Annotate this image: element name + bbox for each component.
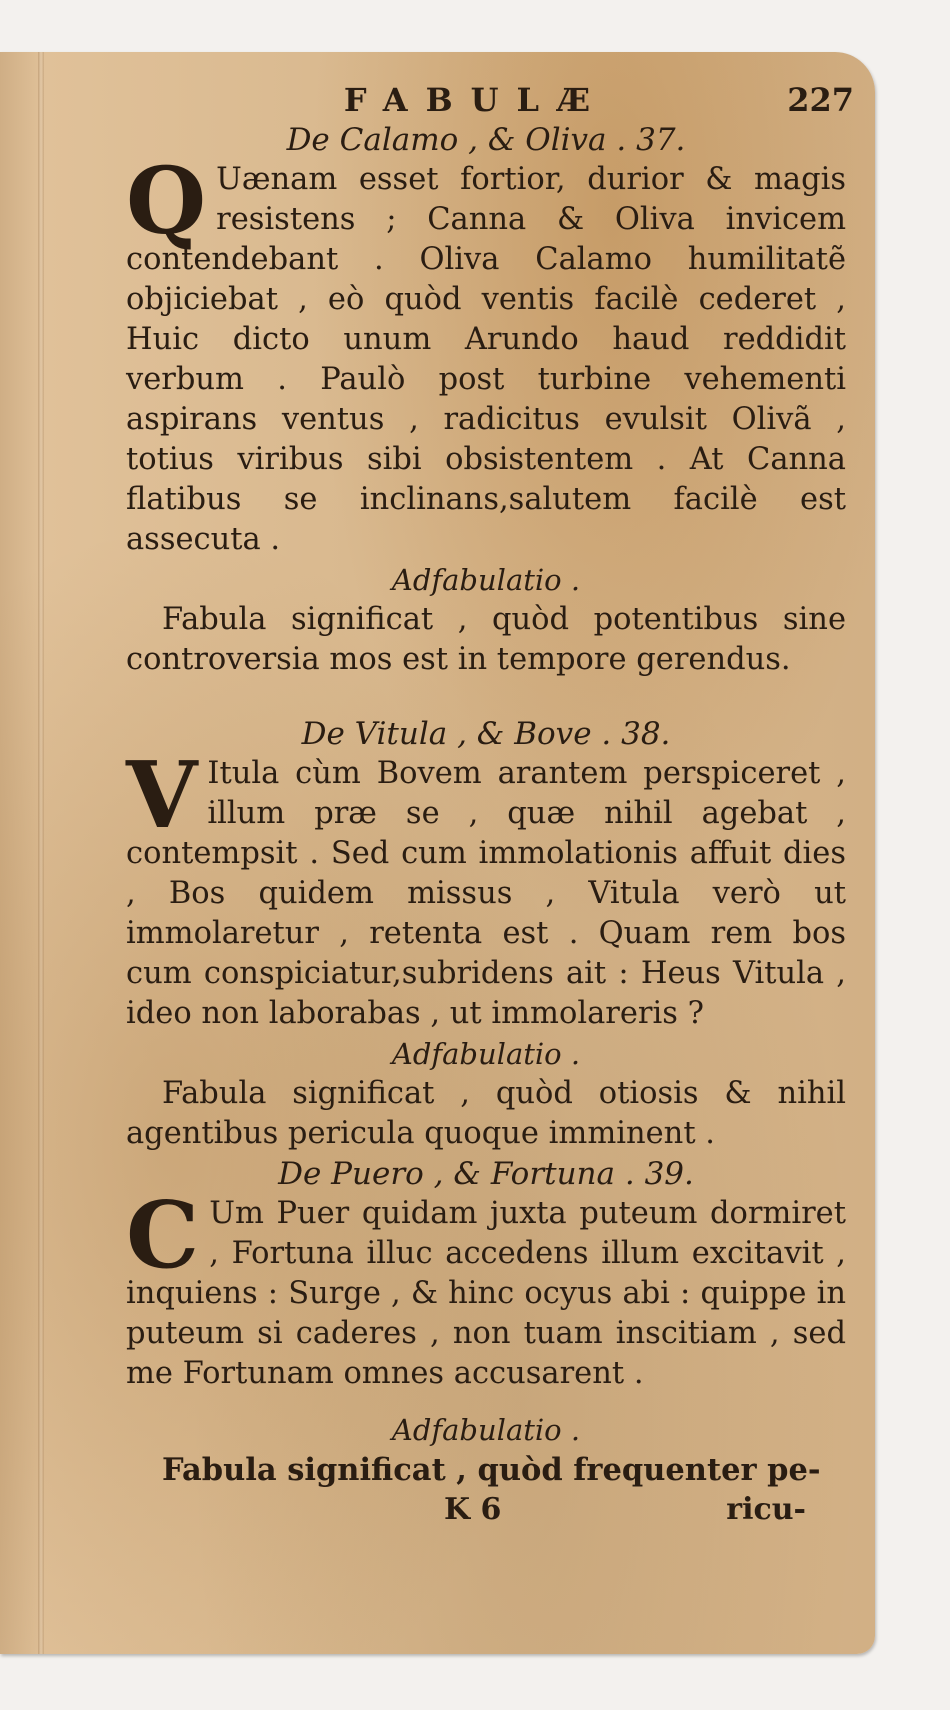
fable-text: Uænam esset fortior, durior & magis resistens ; Canna & Oliva invicem contendebant . Oliva Calamo humilitatẽ objiciebat , eò quòd ventis facilè cederet , Huic dicto unum Arundo haud reddidit verbum . Paulò post turbine vehementi aspirans ventus , radicitus evulsit Olivã , totius viribus sibi obsistentem . At Canna flatibus se inclinans,salutem facilè est assecuta .	[126, 162, 846, 557]
fable-text: Um Puer quidam juxta puteum dormiret , Fortuna illuc accedens illum excitavit , inquiens : Surge , & hinc ocyus abi : quippe in puteum si caderes , non tuam inscitiam , sed me Fortunam omnes accusarent .	[126, 1196, 846, 1391]
fable-title: De Puero , & Fortuna . 39.	[278, 1156, 694, 1192]
drop-cap: C	[126, 1181, 200, 1289]
catchword: ricu-	[726, 1492, 806, 1527]
fable-39	[126, 1154, 846, 1490]
adfabulatio-heading: Adfabulatio .	[391, 563, 581, 597]
adfabulatio-heading: Adfabulatio .	[391, 1413, 581, 1447]
section-gap	[126, 680, 846, 714]
page-footer	[126, 1490, 846, 1530]
adfabulatio-heading: Adfabulatio .	[391, 1037, 581, 1071]
fable-body	[126, 741, 846, 1034]
fable-body	[126, 1181, 846, 1394]
fable-moral: Fabula significat , quòd frequenter pe-	[162, 1452, 821, 1488]
fable-body	[126, 147, 846, 560]
drop-cap: V	[126, 741, 198, 849]
running-head-title: FABULÆ	[343, 81, 609, 119]
page-number: 227	[787, 81, 854, 119]
fable-title: De Calamo , & Oliva . 37.	[286, 122, 686, 158]
fable-moral: Fabula significat , quòd potentibus sine controversia mos est in tempore gerendus.	[126, 602, 846, 677]
signature-mark: K 6	[444, 1492, 502, 1527]
page-content	[126, 80, 854, 1530]
fable-moral: Fabula significat , quòd otiosis & nihil agentibus pericula quoque imminent .	[126, 1076, 846, 1151]
fable-text: Itula cùm Bovem arantem perspiceret , illum præ se , quæ nihil agebat , contempsit . Sed cum immolationis affuit dies , Bos quidem missus , Vitula verò ut immolaretur , retenta est . Quam rem bos cum conspiciatur,subridens ait : Heus Vitula , ideo non laborabas , ut immolareris ?	[126, 756, 846, 1031]
drop-cap: Q	[126, 147, 207, 255]
fable-37	[126, 120, 846, 680]
fable-title: De Vitula , & Bove . 38.	[301, 716, 671, 752]
running-head	[106, 80, 854, 120]
book-page	[0, 52, 875, 1654]
fable-38	[126, 714, 846, 1154]
page-gutter	[38, 52, 44, 1654]
section-gap	[126, 1394, 846, 1410]
